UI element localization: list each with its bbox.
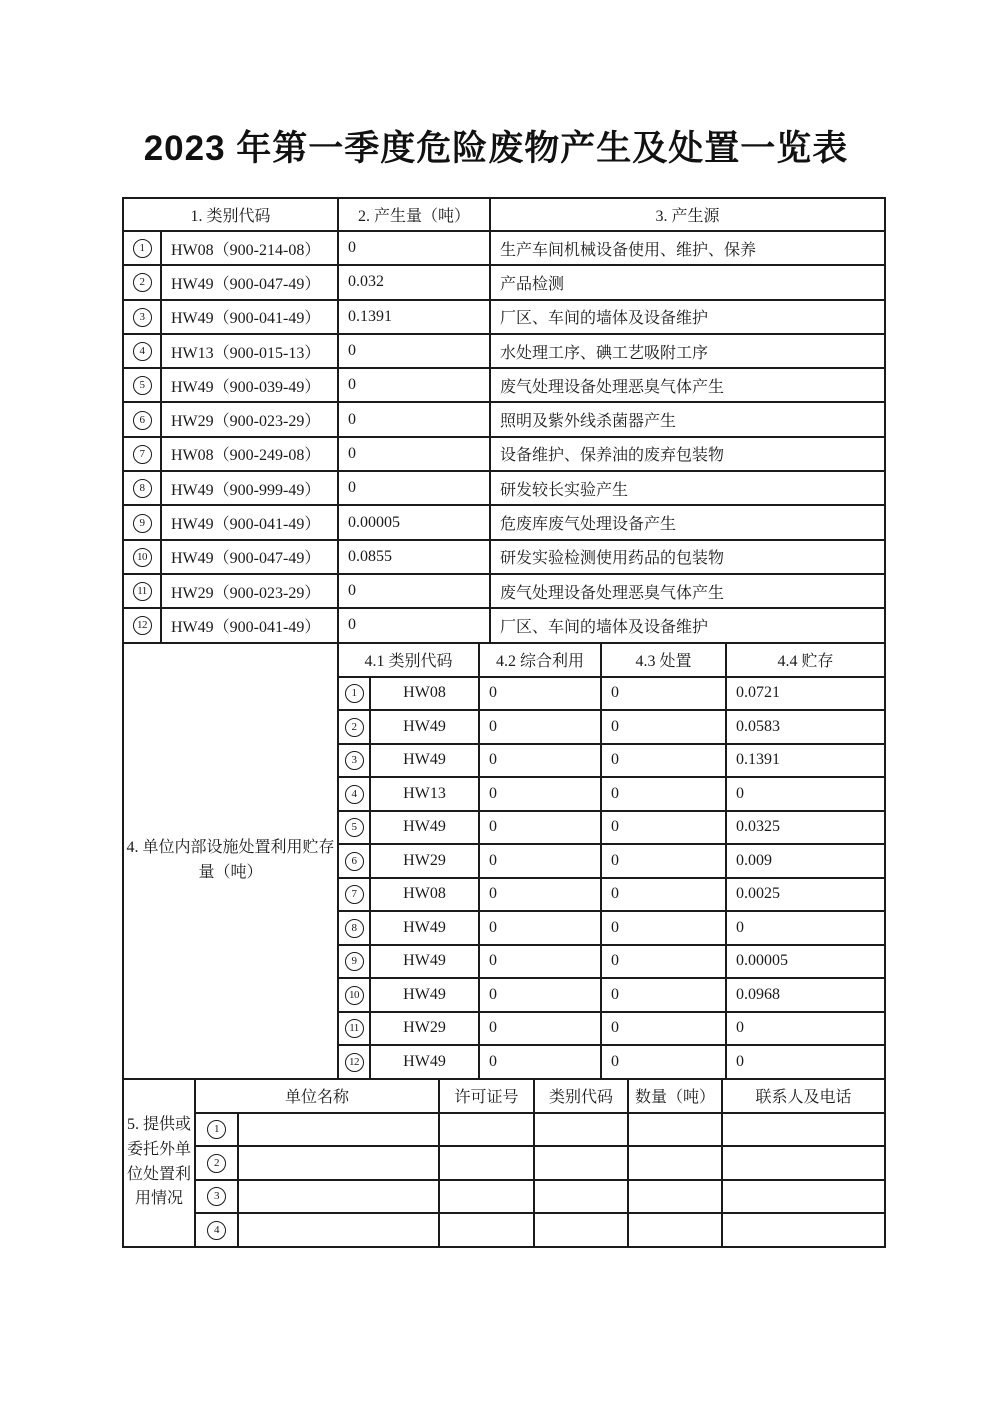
reuse-cell: 0	[479, 777, 601, 811]
circled-number-badge: 1	[133, 239, 152, 258]
waste-code-cell: HW08	[370, 677, 479, 711]
circled-number-badge: 4	[345, 785, 364, 804]
generation-table-row	[123, 608, 885, 642]
external-disposal-row	[123, 1146, 885, 1180]
reuse-cell: 0	[479, 744, 601, 778]
row-number-cell	[338, 777, 370, 811]
waste-code-cell: HW08	[370, 878, 479, 912]
contact-cell	[722, 1146, 885, 1180]
storage-cell: 0.00005	[726, 945, 885, 979]
source-cell: 厂区、车间的墙体及设备维护	[490, 608, 885, 642]
external-disposal-table	[122, 1078, 886, 1248]
header-contact: 联系人及电话	[722, 1079, 885, 1113]
row-number-cell	[195, 1213, 238, 1247]
generation-table-header-row	[123, 198, 885, 231]
storage-cell: 0	[726, 777, 885, 811]
storage-cell: 0.1391	[726, 744, 885, 778]
storage-cell: 0.0025	[726, 878, 885, 912]
reuse-cell: 0	[479, 1045, 601, 1079]
permit-number-cell	[439, 1113, 534, 1147]
category-code-cell	[534, 1180, 628, 1214]
row-number-cell	[123, 368, 161, 402]
header-unit-name: 单位名称	[195, 1079, 439, 1113]
row-number-cell	[338, 1012, 370, 1046]
circled-number-badge: 5	[133, 376, 152, 395]
circled-number-badge: 8	[133, 479, 152, 498]
category-code-cell	[534, 1213, 628, 1247]
waste-code-cell: HW49	[370, 811, 479, 845]
header-generated-amount: 2. 产生量（吨）	[338, 198, 490, 231]
source-cell: 研发实验检测使用药品的包装物	[490, 540, 885, 574]
circled-number-badge: 7	[345, 885, 364, 904]
storage-cell: 0.009	[726, 844, 885, 878]
row-number-cell	[123, 540, 161, 574]
circled-number-badge: 10	[345, 986, 364, 1005]
row-number-cell	[123, 300, 161, 334]
disposal-cell: 0	[601, 811, 726, 845]
circled-number-badge: 3	[345, 751, 364, 770]
row-number-cell	[338, 744, 370, 778]
circled-number-badge: 9	[345, 952, 364, 971]
storage-cell: 0.0721	[726, 677, 885, 711]
page-title: 2023 年第一季度危险废物产生及处置一览表	[143, 129, 849, 168]
waste-code-cell: HW49（900-041-49）	[161, 300, 338, 334]
header-permit-number: 许可证号	[439, 1079, 534, 1113]
amount-cell: 0	[338, 231, 490, 265]
external-disposal-header-row	[123, 1079, 885, 1113]
circled-number-badge: 4	[207, 1221, 226, 1240]
circled-number-badge: 8	[345, 919, 364, 938]
section5-label: 5. 提供或委托外单位处置利用情况	[123, 1079, 195, 1247]
row-number-cell	[123, 402, 161, 436]
header-4-3-disposal: 4.3 处置	[601, 643, 726, 677]
generation-table	[122, 197, 886, 644]
reuse-cell: 0	[479, 710, 601, 744]
external-disposal-row	[123, 1213, 885, 1247]
header-4-1-category: 4.1 类别代码	[338, 643, 479, 677]
waste-code-cell: HW49	[370, 945, 479, 979]
amount-cell: 0	[338, 402, 490, 436]
unit-name-cell	[238, 1180, 439, 1214]
reuse-cell: 0	[479, 1012, 601, 1046]
row-number-cell	[338, 710, 370, 744]
reuse-cell: 0	[479, 844, 601, 878]
row-number-cell	[338, 677, 370, 711]
row-number-cell	[123, 574, 161, 608]
amount-cell: 0.00005	[338, 505, 490, 539]
source-cell: 危废库废气处理设备产生	[490, 505, 885, 539]
row-number-cell	[123, 471, 161, 505]
waste-code-cell: HW49	[370, 744, 479, 778]
row-number-cell	[338, 811, 370, 845]
circled-number-badge: 2	[207, 1154, 226, 1173]
contact-cell	[722, 1213, 885, 1247]
waste-code-cell: HW08（900-214-08）	[161, 231, 338, 265]
waste-code-cell: HW49	[370, 1045, 479, 1079]
permit-number-cell	[439, 1213, 534, 1247]
source-cell: 设备维护、保养油的废弃包装物	[490, 437, 885, 471]
amount-cell: 0	[338, 334, 490, 368]
circled-number-badge: 5	[345, 818, 364, 837]
generation-table-row	[123, 574, 885, 608]
waste-code-cell: HW49	[370, 911, 479, 945]
generation-table-row	[123, 300, 885, 334]
disposal-cell: 0	[601, 978, 726, 1012]
header-generation-source: 3. 产生源	[490, 198, 885, 231]
storage-cell: 0	[726, 1045, 885, 1079]
amount-cell: 0	[338, 437, 490, 471]
external-disposal-row	[123, 1113, 885, 1147]
disposal-cell: 0	[601, 844, 726, 878]
amount-cell: 0.0855	[338, 540, 490, 574]
row-number-cell	[195, 1180, 238, 1214]
amount-cell: 0.1391	[338, 300, 490, 334]
waste-code-cell: HW08（900-249-08）	[161, 437, 338, 471]
source-cell: 水处理工序、碘工艺吸附工序	[490, 334, 885, 368]
disposal-cell: 0	[601, 1045, 726, 1079]
storage-cell: 0.0583	[726, 710, 885, 744]
waste-code-cell: HW49（900-047-49）	[161, 265, 338, 299]
circled-number-badge: 6	[345, 852, 364, 871]
waste-code-cell: HW49（900-999-49）	[161, 471, 338, 505]
waste-code-cell: HW49（900-041-49）	[161, 608, 338, 642]
reuse-cell: 0	[479, 945, 601, 979]
hazardous-waste-sheet	[122, 197, 884, 1248]
row-number-cell	[123, 334, 161, 368]
circled-number-badge: 11	[133, 582, 152, 601]
section4-label: 4. 单位内部设施处置利用贮存量（吨）	[123, 643, 338, 1079]
row-number-cell	[338, 1045, 370, 1079]
circled-number-badge: 2	[345, 718, 364, 737]
quantity-cell	[628, 1113, 722, 1147]
row-number-cell	[123, 265, 161, 299]
waste-code-cell: HW29	[370, 844, 479, 878]
disposal-cell: 0	[601, 945, 726, 979]
storage-cell: 0.0325	[726, 811, 885, 845]
disposal-cell: 0	[601, 710, 726, 744]
source-cell: 废气处理设备处理恶臭气体产生	[490, 574, 885, 608]
generation-table-row	[123, 437, 885, 471]
amount-cell: 0	[338, 574, 490, 608]
header-category-code: 1. 类别代码	[123, 198, 338, 231]
disposal-cell: 0	[601, 777, 726, 811]
circled-number-badge: 4	[133, 342, 152, 361]
generation-table-row	[123, 540, 885, 574]
waste-code-cell: HW13（900-015-13）	[161, 334, 338, 368]
header-category-code: 类别代码	[534, 1079, 628, 1113]
unit-name-cell	[238, 1213, 439, 1247]
row-number-cell	[123, 608, 161, 642]
circled-number-badge: 12	[345, 1053, 364, 1072]
row-number-cell	[195, 1146, 238, 1180]
generation-table-row	[123, 265, 885, 299]
external-disposal-row	[123, 1180, 885, 1214]
waste-code-cell: HW49（900-041-49）	[161, 505, 338, 539]
disposal-cell: 0	[601, 677, 726, 711]
category-code-cell	[534, 1146, 628, 1180]
circled-number-badge: 3	[207, 1187, 226, 1206]
unit-name-cell	[238, 1146, 439, 1180]
circled-number-badge: 11	[345, 1019, 364, 1038]
waste-code-cell: HW29（900-023-29）	[161, 574, 338, 608]
waste-code-cell: HW49（900-047-49）	[161, 540, 338, 574]
header-4-4-storage: 4.4 贮存	[726, 643, 885, 677]
generation-table-row	[123, 505, 885, 539]
disposal-cell: 0	[601, 1012, 726, 1046]
reuse-cell: 0	[479, 911, 601, 945]
category-code-cell	[534, 1113, 628, 1147]
source-cell: 照明及紫外线杀菌器产生	[490, 402, 885, 436]
waste-code-cell: HW49（900-039-49）	[161, 368, 338, 402]
circled-number-badge: 10	[133, 548, 152, 567]
permit-number-cell	[439, 1180, 534, 1214]
contact-cell	[722, 1113, 885, 1147]
quantity-cell	[628, 1180, 722, 1214]
generation-table-row	[123, 334, 885, 368]
internal-disposal-table	[122, 642, 886, 1080]
generation-table-row	[123, 368, 885, 402]
storage-cell: 0	[726, 911, 885, 945]
contact-cell	[722, 1180, 885, 1214]
waste-code-cell: HW49	[370, 978, 479, 1012]
generation-table-row	[123, 402, 885, 436]
row-number-cell	[338, 945, 370, 979]
source-cell: 生产车间机械设备使用、维护、保养	[490, 231, 885, 265]
row-number-cell	[123, 231, 161, 265]
amount-cell: 0	[338, 368, 490, 402]
source-cell: 厂区、车间的墙体及设备维护	[490, 300, 885, 334]
generation-table-row	[123, 471, 885, 505]
reuse-cell: 0	[479, 878, 601, 912]
circled-number-badge: 7	[133, 445, 152, 464]
circled-number-badge: 1	[345, 684, 364, 703]
row-number-cell	[338, 844, 370, 878]
reuse-cell: 0	[479, 978, 601, 1012]
row-number-cell	[123, 505, 161, 539]
disposal-cell: 0	[601, 744, 726, 778]
row-number-cell	[338, 878, 370, 912]
disposal-cell: 0	[601, 878, 726, 912]
row-number-cell	[338, 978, 370, 1012]
reuse-cell: 0	[479, 677, 601, 711]
circled-number-badge: 6	[133, 411, 152, 430]
waste-code-cell: HW49	[370, 710, 479, 744]
generation-table-row	[123, 231, 885, 265]
waste-code-cell: HW13	[370, 777, 479, 811]
header-4-2-reuse: 4.2 综合利用	[479, 643, 601, 677]
row-number-cell	[123, 437, 161, 471]
permit-number-cell	[439, 1146, 534, 1180]
reuse-cell: 0	[479, 811, 601, 845]
circled-number-badge: 9	[133, 514, 152, 533]
storage-cell: 0.0968	[726, 978, 885, 1012]
header-quantity: 数量（吨）	[628, 1079, 722, 1113]
amount-cell: 0.032	[338, 265, 490, 299]
circled-number-badge: 2	[133, 273, 152, 292]
source-cell: 产品检测	[490, 265, 885, 299]
circled-number-badge: 3	[133, 308, 152, 327]
disposal-cell: 0	[601, 911, 726, 945]
source-cell: 废气处理设备处理恶臭气体产生	[490, 368, 885, 402]
row-number-cell	[338, 911, 370, 945]
storage-cell: 0	[726, 1012, 885, 1046]
source-cell: 研发较长实验产生	[490, 471, 885, 505]
quantity-cell	[628, 1213, 722, 1247]
amount-cell: 0	[338, 608, 490, 642]
unit-name-cell	[238, 1113, 439, 1147]
quantity-cell	[628, 1146, 722, 1180]
row-number-cell	[195, 1113, 238, 1147]
circled-number-badge: 1	[207, 1120, 226, 1139]
waste-code-cell: HW29	[370, 1012, 479, 1046]
amount-cell: 0	[338, 471, 490, 505]
waste-code-cell: HW29（900-023-29）	[161, 402, 338, 436]
circled-number-badge: 12	[133, 616, 152, 635]
internal-disposal-header-row	[123, 643, 885, 677]
